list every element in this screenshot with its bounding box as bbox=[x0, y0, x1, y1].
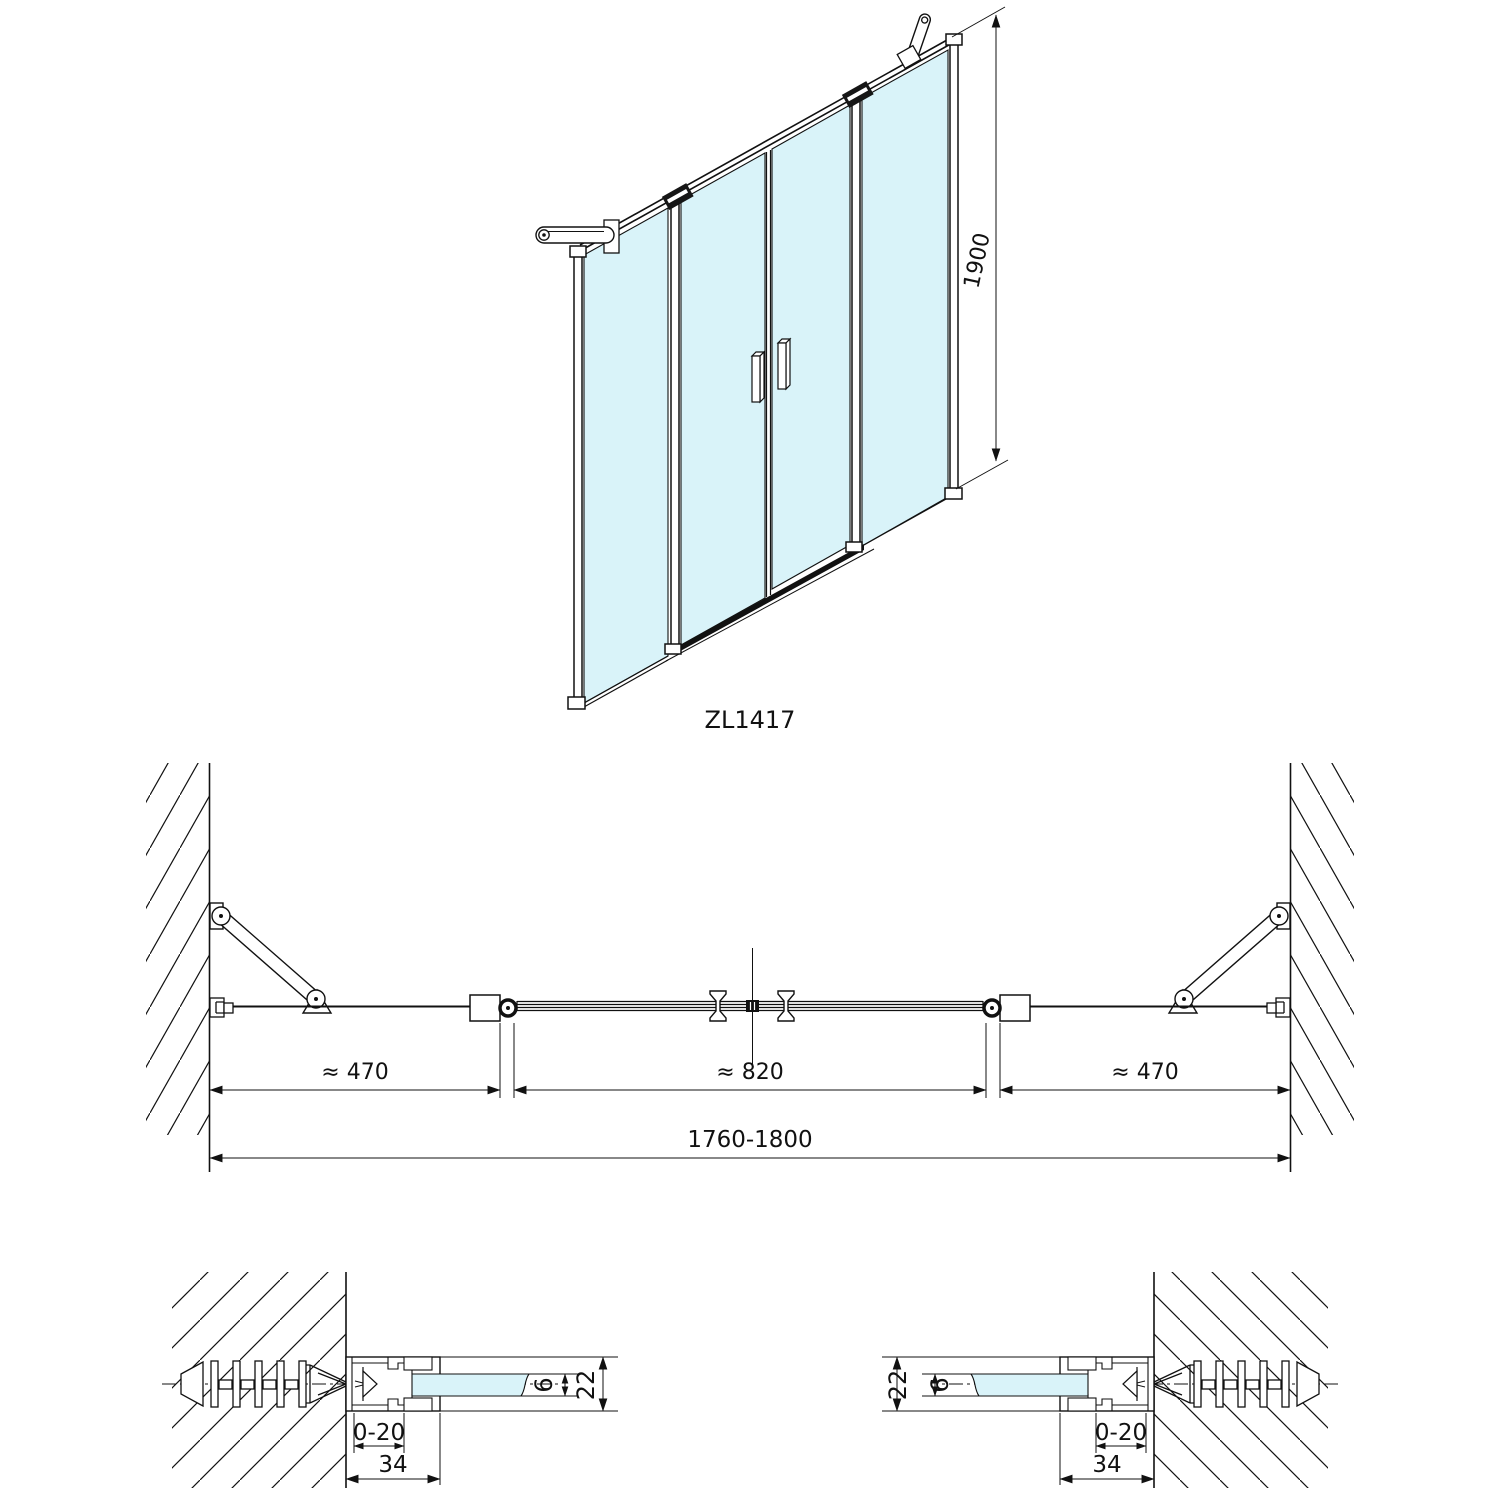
wall-profile-left bbox=[568, 246, 586, 709]
plan-brace-left bbox=[210, 903, 331, 1013]
detail-right-width-label: 34 bbox=[1092, 1452, 1122, 1478]
wall-hatch-right bbox=[1291, 763, 1354, 1135]
door-handle-left bbox=[752, 352, 764, 402]
detail-left-glass-label: 6 bbox=[530, 1377, 558, 1393]
door-handle-right bbox=[778, 339, 790, 389]
glass-panel-fixed-left bbox=[584, 208, 668, 703]
detail-left-width-label: 34 bbox=[378, 1452, 408, 1478]
wall-connector-left bbox=[210, 998, 233, 1017]
dim-right-label: ≈ 470 bbox=[1111, 1060, 1179, 1085]
detail-left-adjust-label: 0-20 bbox=[352, 1420, 406, 1446]
height-dimension bbox=[952, 7, 1008, 489]
detail-left-depth-label: 22 bbox=[572, 1369, 600, 1401]
perspective-view bbox=[536, 7, 1008, 734]
dim-center-label: ≈ 820 bbox=[716, 1060, 784, 1085]
dim-left-label: ≈ 470 bbox=[321, 1060, 389, 1085]
plan-dimensions bbox=[210, 1060, 1290, 1158]
dim-total-label: 1760-1800 bbox=[687, 1127, 813, 1153]
detail-right-adjust-label: 0-20 bbox=[1094, 1420, 1148, 1446]
detail-right-glass-label: 6 bbox=[926, 1377, 954, 1393]
product-code-label: ZL1417 bbox=[704, 706, 796, 734]
plan-knob-left bbox=[710, 991, 726, 1021]
wall-connector-right bbox=[1267, 998, 1290, 1017]
support-brace-right bbox=[897, 13, 932, 69]
plan-hinge-left bbox=[470, 995, 516, 1021]
plan-hinge-right bbox=[984, 995, 1030, 1021]
wall-hatch-left bbox=[146, 763, 209, 1135]
plan-brace-right bbox=[1169, 903, 1290, 1013]
glass-panel-fixed-right bbox=[862, 50, 948, 546]
detail-right-depth-label: 22 bbox=[884, 1369, 912, 1401]
plan-knob-right bbox=[778, 991, 794, 1021]
plan-view bbox=[146, 763, 1354, 1172]
height-dimension-label: 1900 bbox=[959, 230, 996, 291]
center-meeting-profiles bbox=[767, 150, 771, 597]
detail-glass bbox=[412, 1374, 529, 1396]
